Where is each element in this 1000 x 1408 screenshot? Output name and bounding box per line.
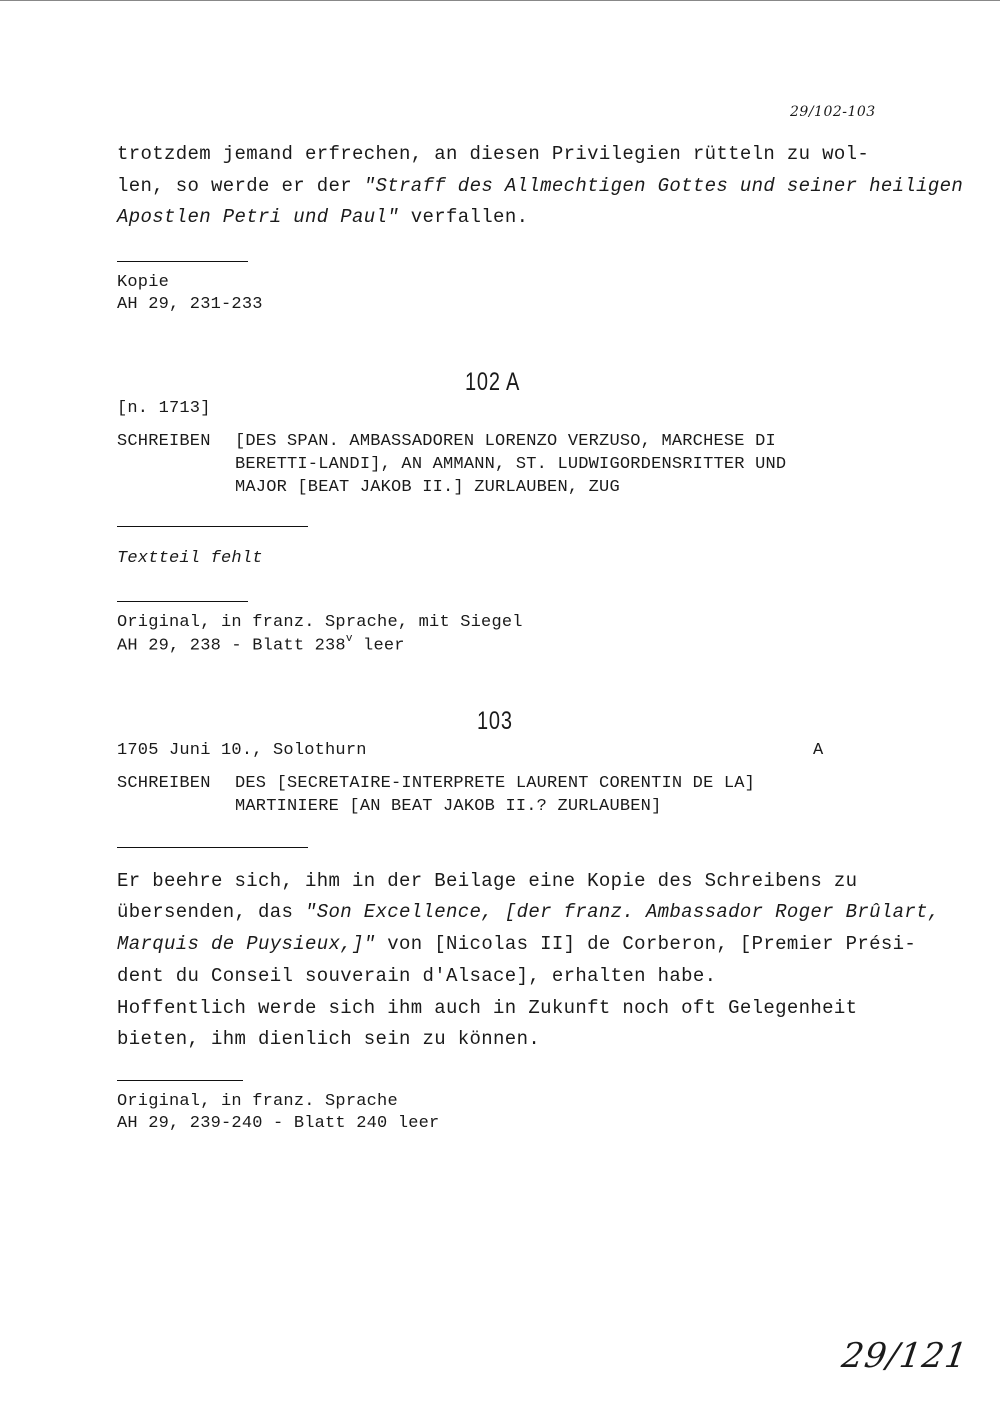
regest-title-line: MAJOR [BEAT JAKOB II.] ZURLAUBEN, ZUG [235, 478, 620, 497]
regest-text-line: Hoffentlich werde sich ihm auch in Zukunft noch oft Gelegenheit [117, 997, 858, 1019]
missing-text-note: Textteil fehlt [117, 549, 263, 568]
text-run: von [Nicolas II] de Corberon, [Premier Prési- [375, 933, 917, 955]
source-line: Original, in franz. Sprache, mit Siegel [117, 613, 523, 632]
quoted-text: Apostlen Petri und Paul" [117, 206, 400, 228]
document-date: 1705 Juni 10., Solothurn [117, 741, 367, 760]
regest-text-line [117, 933, 916, 955]
text-run: len, so werde er der [117, 175, 364, 197]
regest-title-line: BERETTI-LANDI], AN AMMANN, ST. LUDWIGORDENSRITTER UND [235, 455, 787, 474]
quoted-text: Marquis de Puysieux,]" [117, 933, 376, 955]
source-line: AH 29, 239-240 - Blatt 240 leer [117, 1114, 440, 1133]
text-run: leer [352, 636, 405, 656]
separator-rule [117, 261, 248, 262]
regest-title-line: DES [SECRETAIRE-INTERPRETE LAURENT CORENTIN DE LA] [235, 774, 756, 793]
document-number: 102 A [465, 368, 521, 396]
superscript: v [345, 633, 353, 645]
handwritten-page-number: 29/121 [839, 1336, 971, 1376]
separator-rule [117, 526, 308, 527]
regest-text-line: dent du Conseil souverain d'Alsace], erhalten habe. [117, 965, 717, 987]
regest-text-line: bieten, ihm dienlich sein zu können. [117, 1028, 541, 1050]
quoted-text: "Son Excellence, [der franz. Ambassador Roger Brûlart, [305, 901, 940, 923]
source-line [117, 635, 405, 656]
regest-text-line [117, 901, 940, 923]
document-date: [n. 1713] [117, 399, 211, 418]
source-line: Kopie [117, 273, 170, 292]
text-run: AH 29, 238 - Blatt 238 [117, 636, 346, 656]
paragraph-line: trotzdem jemand erfrechen, an diesen Privilegien rütteln zu wol- [117, 143, 870, 165]
page-edge [0, 0, 1000, 1]
text-run: übersenden, das [117, 901, 306, 923]
regest-title-line: MARTINIERE [AN BEAT JAKOB II.? ZURLAUBEN] [235, 797, 662, 816]
regest-title-line: [DES SPAN. AMBASSADOREN LORENZO VERZUSO, MARCHESE DI [235, 432, 776, 451]
document-letter: A [813, 741, 824, 760]
page-reference: 29/102-103 [790, 104, 876, 120]
source-line: AH 29, 231-233 [117, 295, 263, 314]
document-type: SCHREIBEN [117, 432, 211, 451]
quoted-text: "Straff des Allmechtigen Gottes und seiner heiligen [363, 175, 964, 197]
document-type: SCHREIBEN [117, 774, 211, 793]
paragraph-line [117, 175, 963, 197]
regest-text-line: Er beehre sich, ihm in der Beilage eine Kopie des Schreibens zu [117, 870, 858, 892]
paragraph-line [117, 206, 528, 228]
separator-rule [117, 601, 248, 602]
document-number: 103 [477, 707, 513, 735]
separator-rule [117, 847, 308, 848]
separator-rule [117, 1080, 243, 1081]
source-line: Original, in franz. Sprache [117, 1092, 398, 1111]
text-run: verfallen. [399, 206, 529, 228]
